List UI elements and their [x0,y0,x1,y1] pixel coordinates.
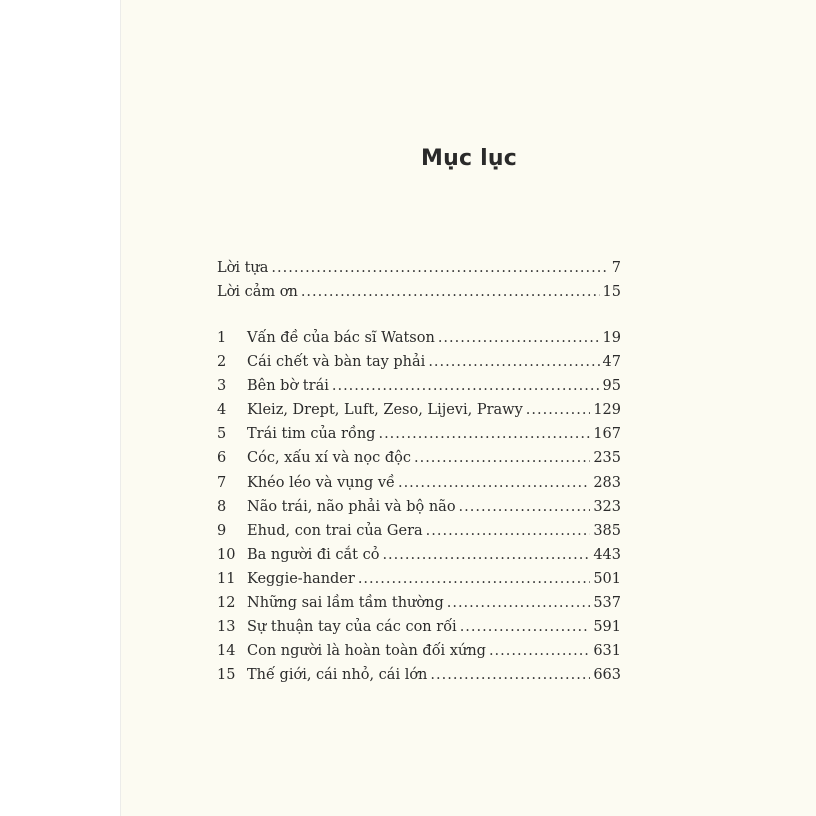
toc-entry-page: 95 [602,378,621,395]
toc-entry-page: 501 [593,570,621,587]
toc-entry-chapter [217,398,621,422]
dot-leader [332,374,600,398]
toc-entry-label: Kleiz, Drept, Luft, Zeso, Lijevi, Prawy [247,402,523,419]
dot-leader [459,495,591,519]
dot-leader [460,615,591,639]
book-page [120,0,816,816]
chapter-list [217,326,621,687]
toc-entry-page: 15 [602,284,621,301]
toc-entry-page: 19 [602,330,621,346]
chapter-number: 14 [217,643,236,660]
toc-entry-chapter [217,422,621,446]
toc-entry-label: Lời cảm ơn [217,284,298,301]
chapter-number: 4 [217,402,227,419]
toc-entry-page: 129 [593,402,621,419]
toc-entry-chapter [217,639,621,663]
toc-entry-label: Trái tim của rồng [247,426,376,443]
toc-entry-chapter [217,663,621,687]
dot-leader [378,422,590,446]
toc-entry-page: 235 [593,450,621,467]
dot-leader [358,567,590,591]
toc-entry-label: Keggie-hander [247,570,355,587]
toc-entry-chapter [217,495,621,519]
toc-entry-label: Ba người đi cắt cỏ [247,546,380,563]
chapter-number: 1 [217,330,227,346]
toc-entry-page: 631 [593,643,621,660]
toc-entry-chapter [217,519,621,543]
toc-entry-label: Cái chết và bàn tay phải [247,354,426,371]
dot-leader [414,446,590,470]
chapter-number: 15 [217,667,236,684]
toc-entry-chapter [217,543,621,567]
toc-entry-page: 385 [593,522,621,539]
toc-entry-preface [217,256,621,280]
toc-entry-label: Vấn đề của bác sĩ Watson [247,330,435,346]
dot-leader [428,350,599,374]
toc-entry-page: 47 [602,354,621,371]
toc-entry-label: Khéo léo và vụng về [247,474,395,491]
toc-entry-label: Cóc, xấu xí và nọc độc [247,450,411,467]
toc-entry-chapter [217,326,621,350]
toc-entry-label: Con người là hoàn toàn đối xứng [247,643,486,660]
chapter-number: 8 [217,498,227,515]
chapter-number: 5 [217,426,227,443]
toc-entry-chapter [217,374,621,398]
dot-leader [271,256,608,280]
toc-entry-label: Sự thuận tay của các con rối [247,619,457,636]
chapter-number: 10 [217,546,236,563]
chapter-number: 9 [217,522,227,539]
dot-leader [447,591,591,615]
toc-entry-page: 663 [593,667,621,684]
toc-entry-page: 283 [593,474,621,491]
dot-leader [398,471,590,495]
toc-entry-page: 167 [593,426,621,443]
dot-leader [301,280,600,304]
toc-entry-chapter [217,471,621,495]
dot-leader [526,398,591,422]
toc-entry-page: 537 [593,595,621,612]
page-title: Mục lục [421,146,517,171]
chapter-number: 6 [217,450,227,467]
dot-leader [489,639,590,663]
dot-leader [430,663,590,687]
chapter-number: 2 [217,354,227,371]
front-matter-list [217,256,621,304]
toc-entry-label: Lời tựa [217,260,269,276]
dot-leader [382,543,590,567]
toc-entry-label: Bên bờ trái [247,378,329,395]
dot-leader [426,519,591,543]
chapter-number: 7 [217,474,227,491]
toc-entry-label: Thế giới, cái nhỏ, cái lớn [247,667,428,684]
chapter-number: 3 [217,378,227,395]
chapter-number: 12 [217,595,236,612]
toc-entry-label: Những sai lầm tầm thường [247,595,444,612]
toc-entry-chapter [217,615,621,639]
chapter-number: 13 [217,619,236,636]
toc-entry-chapter [217,350,621,374]
toc-entry-acknowledgements [217,280,621,304]
toc-entry-page: 323 [593,498,621,515]
toc-entry-page: 443 [593,546,621,563]
toc-entry-page: 7 [611,260,621,276]
chapter-number: 11 [217,570,236,587]
dot-leader [438,326,600,350]
toc-entry-chapter [217,591,621,615]
toc-entry-chapter [217,446,621,470]
toc-entry-page: 591 [593,619,621,636]
toc-entry-label: Ehud, con trai của Gera [247,522,423,539]
toc-entry-label: Não trái, não phải và bộ não [247,498,456,515]
toc-entry-chapter [217,567,621,591]
